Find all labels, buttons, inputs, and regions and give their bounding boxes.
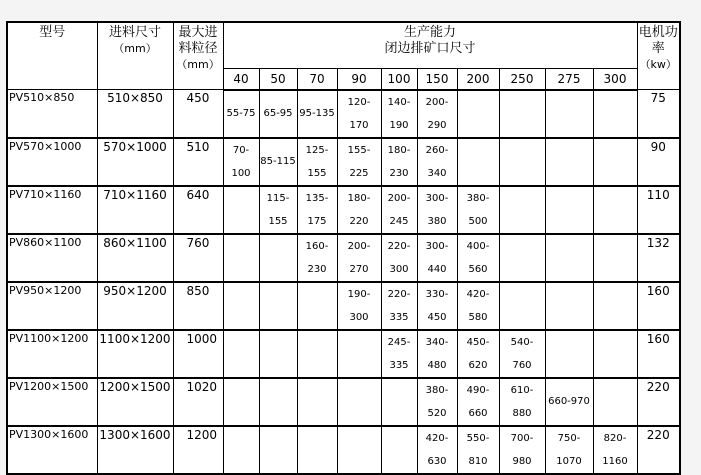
capacity-value: 580 [468, 311, 488, 323]
capacity-value: 380 [427, 215, 447, 227]
row-capacity-90 [337, 234, 381, 282]
row-capacity-300 [593, 282, 637, 330]
capacity-value: 100 [231, 167, 251, 179]
capacity-value: 120- [347, 96, 371, 108]
row-capacity-300 [593, 330, 637, 378]
capacity-value: 95-135 [299, 108, 335, 119]
capacity-value: 760 [512, 359, 532, 371]
row-capacity-50 [259, 138, 297, 186]
capacity-value: 220- [387, 288, 411, 300]
capacity-value: 155- [347, 144, 371, 156]
capacity-value: 340- [425, 336, 449, 348]
capacity-value: 160- [305, 240, 329, 252]
header-gap-50: 50 [259, 68, 297, 90]
capacity-value: 380- [466, 192, 490, 204]
row-capacity-275 [545, 186, 593, 234]
row-motor: 160 [637, 282, 680, 330]
capacity-value: 200- [425, 96, 449, 108]
row-model: PV950×1200 [7, 282, 97, 330]
row-capacity-50 [259, 330, 297, 378]
capacity-value: 330- [425, 288, 449, 300]
row-capacity-50 [259, 90, 297, 138]
capacity-value: 220 [349, 215, 369, 227]
row-model: PV1200×1500 [7, 378, 97, 426]
capacity-value: 340 [427, 167, 447, 179]
row-motor: 220 [637, 426, 680, 474]
capacity-value: 880 [512, 407, 532, 419]
row-capacity-150 [417, 378, 457, 426]
row-max-feed: 450 [173, 90, 223, 138]
row-capacity-100 [381, 186, 417, 234]
capacity-value: 65-95 [263, 108, 293, 119]
row-capacity-100 [381, 330, 417, 378]
capacity-value: 490- [466, 384, 490, 396]
capacity-value: 245- [387, 336, 411, 348]
capacity-value: 1160 [602, 455, 628, 467]
row-capacity-70 [297, 234, 337, 282]
row-capacity-275 [545, 378, 593, 426]
capacity-value: 750- [557, 432, 581, 444]
capacity-value: 70- [232, 144, 250, 156]
capacity-value: 420- [425, 432, 449, 444]
capacity-value: 180- [387, 144, 411, 156]
row-capacity-275 [545, 138, 593, 186]
row-capacity-50 [259, 282, 297, 330]
row-capacity-250 [499, 90, 545, 138]
row-capacity-50 [259, 378, 297, 426]
row-model: PV1300×1600 [7, 426, 97, 474]
row-capacity-90 [337, 330, 381, 378]
capacity-value: 440 [427, 263, 447, 275]
row-capacity-150 [417, 138, 457, 186]
row-max-feed: 640 [173, 186, 223, 234]
capacity-value: 500 [468, 215, 488, 227]
row-capacity-250 [499, 330, 545, 378]
header-gap-100: 100 [381, 68, 417, 90]
capacity-value: 200- [347, 240, 371, 252]
capacity-value: 245 [389, 215, 409, 227]
row-feed-size: 1100×1200 [97, 330, 173, 378]
capacity-value: 810 [468, 455, 488, 467]
row-capacity-150 [417, 186, 457, 234]
row-capacity-40 [223, 378, 259, 426]
row-capacity-70 [297, 138, 337, 186]
table-row [7, 138, 680, 186]
capacity-value: 335 [389, 311, 409, 323]
capacity-value: 300 [349, 311, 369, 323]
row-capacity-250 [499, 378, 545, 426]
header-gap-70: 70 [297, 68, 337, 90]
row-capacity-275 [545, 282, 593, 330]
row-motor: 110 [637, 186, 680, 234]
row-capacity-40 [223, 138, 259, 186]
row-max-feed: 1020 [173, 378, 223, 426]
capacity-value: 85-115 [260, 156, 296, 167]
row-capacity-40 [223, 234, 259, 282]
capacity-value: 980 [512, 455, 532, 467]
capacity-value: 630 [427, 455, 447, 467]
row-model: PV710×1160 [7, 186, 97, 234]
capacity-value: 540- [510, 336, 534, 348]
capacity-value: 520 [427, 407, 447, 419]
capacity-value: 700- [510, 432, 534, 444]
header-gap-150: 150 [417, 68, 457, 90]
row-capacity-200 [457, 234, 499, 282]
row-model: PV570×1000 [7, 138, 97, 186]
row-capacity-90 [337, 186, 381, 234]
row-capacity-150 [417, 234, 457, 282]
row-feed-size: 570×1000 [97, 138, 173, 186]
row-motor: 160 [637, 330, 680, 378]
row-capacity-100 [381, 138, 417, 186]
row-max-feed: 1000 [173, 330, 223, 378]
header-model: 型号 [7, 22, 97, 90]
row-max-feed: 850 [173, 282, 223, 330]
capacity-value: 125- [305, 144, 329, 156]
capacity-value: 610- [510, 384, 534, 396]
row-capacity-200 [457, 282, 499, 330]
row-capacity-200 [457, 330, 499, 378]
row-capacity-70 [297, 90, 337, 138]
row-max-feed: 1200 [173, 426, 223, 474]
row-capacity-300 [593, 138, 637, 186]
capacity-value: 260- [425, 144, 449, 156]
row-capacity-200 [457, 186, 499, 234]
row-capacity-150 [417, 282, 457, 330]
row-capacity-300 [593, 90, 637, 138]
row-capacity-275 [545, 330, 593, 378]
capacity-value: 335 [389, 359, 409, 371]
capacity-value: 190 [389, 119, 409, 131]
row-capacity-200 [457, 138, 499, 186]
row-capacity-250 [499, 234, 545, 282]
row-capacity-300 [593, 234, 637, 282]
capacity-value: 140- [387, 96, 411, 108]
capacity-value: 450 [427, 311, 447, 323]
row-capacity-100 [381, 90, 417, 138]
capacity-value: 450- [466, 336, 490, 348]
row-capacity-70 [297, 378, 337, 426]
row-capacity-150 [417, 90, 457, 138]
capacity-value: 55-75 [226, 108, 256, 119]
table-row [7, 90, 680, 138]
header-gap-250: 250 [499, 68, 545, 90]
row-capacity-40 [223, 186, 259, 234]
spec-table [6, 21, 681, 475]
row-capacity-200 [457, 378, 499, 426]
header-feed-size: 进料尺寸 （mm） [97, 22, 173, 90]
row-capacity-275 [545, 234, 593, 282]
row-model: PV510×850 [7, 90, 97, 138]
row-capacity-40 [223, 330, 259, 378]
row-capacity-250 [499, 186, 545, 234]
table-row [7, 186, 680, 234]
header-gap-200: 200 [457, 68, 499, 90]
header-capacity: 生产能力 闭边排矿口尺寸 [223, 22, 637, 68]
row-capacity-40 [223, 282, 259, 330]
capacity-value: 400- [466, 240, 490, 252]
row-max-feed: 510 [173, 138, 223, 186]
row-capacity-50 [259, 234, 297, 282]
row-capacity-50 [259, 186, 297, 234]
row-capacity-90 [337, 378, 381, 426]
header-max-feed: 最大进 料粒径 （mm） [173, 22, 223, 90]
row-capacity-150 [417, 330, 457, 378]
table-row [7, 234, 680, 282]
row-capacity-100 [381, 378, 417, 426]
row-capacity-275 [545, 90, 593, 138]
capacity-value: 550- [466, 432, 490, 444]
capacity-value: 225 [349, 167, 369, 179]
header-gap-90: 90 [337, 68, 381, 90]
header-gap-300: 300 [593, 68, 637, 90]
row-model: PV1100×1200 [7, 330, 97, 378]
row-feed-size: 860×1100 [97, 234, 173, 282]
capacity-value: 270 [349, 263, 369, 275]
capacity-value: 660 [468, 407, 488, 419]
capacity-value: 220- [387, 240, 411, 252]
row-capacity-300 [593, 186, 637, 234]
row-max-feed: 760 [173, 234, 223, 282]
capacity-value: 380- [425, 384, 449, 396]
row-capacity-90 [337, 138, 381, 186]
capacity-value: 300- [425, 192, 449, 204]
capacity-value: 155 [268, 215, 288, 227]
capacity-value: 480 [427, 359, 447, 371]
row-capacity-70 [297, 186, 337, 234]
row-motor: 90 [637, 138, 680, 186]
capacity-value: 155 [307, 167, 327, 179]
row-feed-size: 950×1200 [97, 282, 173, 330]
capacity-value: 230 [389, 167, 409, 179]
table-row [7, 282, 680, 330]
capacity-value: 300 [389, 263, 409, 275]
capacity-value: 300- [425, 240, 449, 252]
capacity-value: 180- [347, 192, 371, 204]
capacity-value: 190- [347, 288, 371, 300]
capacity-value: 175 [307, 215, 327, 227]
row-capacity-250 [499, 138, 545, 186]
table-row [7, 378, 680, 426]
capacity-value: 820- [603, 432, 627, 444]
row-motor: 132 [637, 234, 680, 282]
header-motor: 电机功 率 （kw） [637, 22, 680, 90]
row-feed-size: 1300×1600 [97, 426, 173, 474]
capacity-value: 290 [427, 119, 447, 131]
header-gap-275: 275 [545, 68, 593, 90]
table-row [7, 330, 680, 378]
capacity-value: 620 [468, 359, 488, 371]
capacity-value: 1070 [556, 455, 582, 467]
row-capacity-100 [381, 234, 417, 282]
row-capacity-200 [457, 90, 499, 138]
row-feed-size: 710×1160 [97, 186, 173, 234]
row-capacity-90 [337, 282, 381, 330]
row-capacity-300 [593, 378, 637, 426]
capacity-value: 135- [305, 192, 329, 204]
row-capacity-250 [499, 282, 545, 330]
row-capacity-40 [223, 90, 259, 138]
row-feed-size: 510×850 [97, 90, 173, 138]
row-capacity-100 [381, 282, 417, 330]
capacity-value: 115- [266, 192, 290, 204]
row-capacity-70 [297, 282, 337, 330]
capacity-value: 230 [307, 263, 327, 275]
capacity-value: 660-970 [548, 396, 590, 407]
row-motor: 220 [637, 378, 680, 426]
header-gap-40: 40 [223, 68, 259, 90]
row-capacity-90 [337, 90, 381, 138]
row-model: PV860×1100 [7, 234, 97, 282]
capacity-value: 170 [349, 119, 369, 131]
row-motor: 75 [637, 90, 680, 138]
header-row-top [7, 22, 680, 68]
row-feed-size: 1200×1500 [97, 378, 173, 426]
row-capacity-70 [297, 330, 337, 378]
capacity-value: 200- [387, 192, 411, 204]
capacity-value: 420- [466, 288, 490, 300]
capacity-value: 560 [468, 263, 488, 275]
